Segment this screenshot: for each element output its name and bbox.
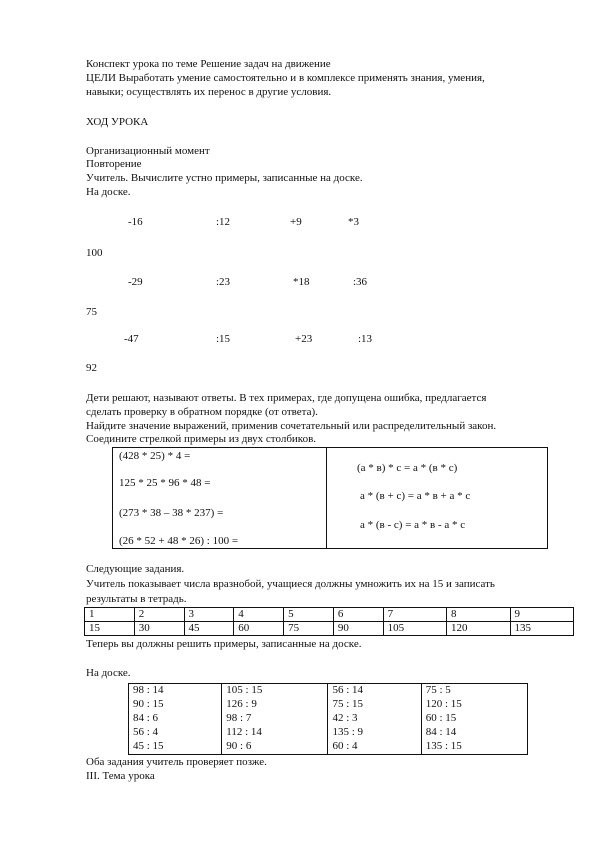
chain-op: :23 [216, 276, 231, 288]
intro-line-3: Учитель. Вычислите устно примеры, записанные на доске. [86, 172, 363, 184]
table-cell: 84 : 6 [129, 712, 222, 726]
table-cell: 75 : 15 [328, 698, 421, 712]
division-table [128, 683, 528, 755]
expression-item: (26 * 52 + 48 * 26) : 100 = [119, 535, 239, 547]
table-cell: 120 : 15 [421, 698, 527, 712]
table-cell: 15 [85, 622, 135, 636]
after-chains-line-4: Соедините стрелкой примеры из двух столбиков. [86, 433, 317, 445]
table-cell: 45 : 15 [129, 740, 222, 755]
laws-column [327, 448, 548, 549]
chain-op: *18 [293, 276, 310, 288]
chain-op: -47 [124, 333, 139, 345]
after-chains-line-2: сделать проверку в обратном порядке (от ответа). [86, 406, 318, 418]
table-cell: 6 [333, 608, 383, 622]
table-row [129, 726, 528, 740]
next-tasks-line-2: Учитель показывает числа вразнобой, учащиеся должны умножить их на 15 и записать [86, 578, 495, 590]
chain-op: :13 [358, 333, 373, 345]
table-cell: 1 [85, 608, 135, 622]
table-cell: 2 [134, 608, 184, 622]
next-tasks-line-1: Следующие задания. [86, 563, 185, 575]
expression-item: 125 * 25 * 96 * 48 = [119, 477, 211, 489]
table-cell: 8 [447, 608, 510, 622]
after-chains-line-3: Найдите значение выражений, применив сочетательный или распределительный закон. [86, 420, 497, 432]
table-cell: 112 : 14 [222, 726, 328, 740]
expression-item: (428 * 25) * 4 = [119, 450, 191, 462]
table-cell: 4 [234, 608, 284, 622]
table-cell: 60 [234, 622, 284, 636]
after-seq-line-2: На доске. [86, 667, 131, 679]
table-row [85, 608, 574, 622]
chain-op: -29 [128, 276, 143, 288]
table-cell: 75 [284, 622, 334, 636]
next-tasks-line-3: результаты в тетрадь. [86, 593, 187, 605]
table-cell: 45 [184, 622, 234, 636]
association-table [112, 447, 548, 549]
intro-line-2: Повторение [86, 158, 142, 170]
table-cell: 56 : 14 [328, 684, 421, 699]
doc-title: Конспект урока по теме Решение задач на движение [86, 58, 331, 70]
table-cell: 5 [284, 608, 334, 622]
chain-op: :12 [216, 216, 231, 228]
law-item: а * (в + с) = а * в + а * с [360, 490, 471, 502]
chain-op: *3 [348, 216, 359, 228]
table-cell: 30 [134, 622, 184, 636]
table-cell: 3 [184, 608, 234, 622]
table-cell: 98 : 14 [129, 684, 222, 699]
law-item: (а * в) * с = а * (в * с) [357, 462, 458, 474]
table-cell: 105 : 15 [222, 684, 328, 699]
table-cell: 60 : 4 [328, 740, 421, 755]
chain-op: -16 [128, 216, 143, 228]
table-cell: 7 [383, 608, 446, 622]
goals-line-2: навыки; осуществлять их перенос в другие условия. [86, 86, 332, 98]
table-cell: 135 : 15 [421, 740, 527, 755]
section-heading-iii: III. Тема урока [86, 770, 155, 782]
intro-line-4: На доске. [86, 186, 131, 198]
intro-line-1: Организационный момент [86, 145, 210, 157]
table-cell: 90 : 6 [222, 740, 328, 755]
chain-start: 92 [86, 362, 97, 374]
multiply-table [84, 607, 574, 636]
table-cell: 126 : 9 [222, 698, 328, 712]
goals-line-1: ЦЕЛИ Выработать умение самостоятельно и в комплексе применять знания, умения, [86, 72, 485, 84]
chain-start: 100 [86, 247, 103, 259]
chain-op: :36 [353, 276, 368, 288]
table-row [129, 740, 528, 755]
expression-item: (273 * 38 – 38 * 237) = [119, 507, 224, 519]
table-cell: 90 [333, 622, 383, 636]
table-cell: 56 : 4 [129, 726, 222, 740]
table-cell: 60 : 15 [421, 712, 527, 726]
table-row [129, 712, 528, 726]
after-seq-line-1: Теперь вы должны решить примеры, записанные на доске. [86, 638, 362, 650]
table-cell: 105 [383, 622, 446, 636]
table-row [85, 622, 574, 636]
expressions-column [113, 448, 327, 549]
table-row [129, 698, 528, 712]
footer-line-1: Оба задания учитель проверяет позже. [86, 756, 267, 768]
table-cell: 84 : 14 [421, 726, 527, 740]
chain-op: :15 [216, 333, 231, 345]
table-cell: 42 : 3 [328, 712, 421, 726]
section-title: ХОД УРОКА [86, 116, 149, 128]
after-chains-line-1: Дети решают, называют ответы. В тех примерах, где допущена ошибка, предлагается [86, 392, 487, 404]
table-row [129, 684, 528, 699]
table-cell: 120 [447, 622, 510, 636]
table-cell: 9 [510, 608, 574, 622]
table-cell: 90 : 15 [129, 698, 222, 712]
table-cell: 135 [510, 622, 574, 636]
table-cell: 135 : 9 [328, 726, 421, 740]
law-item: а * (в - с) = а * в - а * с [360, 519, 466, 531]
table-cell: 98 : 7 [222, 712, 328, 726]
chain-start: 75 [86, 306, 97, 318]
table-cell: 75 : 5 [421, 684, 527, 699]
chain-op: +9 [290, 216, 302, 228]
chain-op: +23 [295, 333, 313, 345]
